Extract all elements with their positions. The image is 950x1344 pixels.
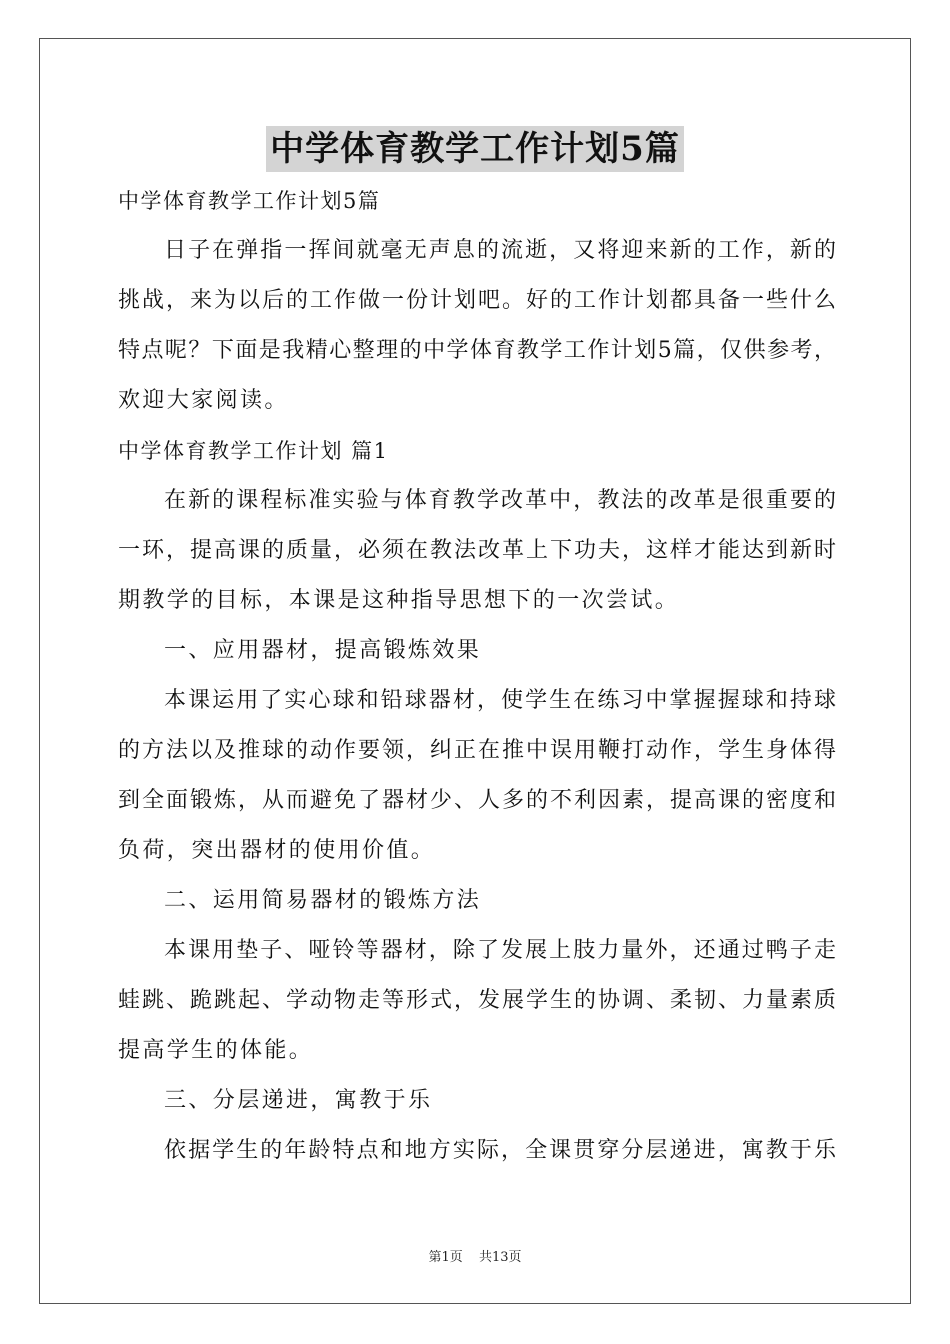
text-line: 一环，提高课的质量，必须在教法改革上下功夫，这样才能达到新时	[118, 538, 836, 563]
document-title: 中学体育教学工作计划5篇	[266, 126, 684, 172]
text-line: 负荷，突出器材的使用价值。	[118, 838, 436, 863]
section-heading: 中学体育教学工作计划 篇1	[118, 439, 389, 463]
text-line: 到全面锻炼，从而避免了器材少、人多的不利因素，提高课的密度和	[118, 788, 836, 813]
title-wrap	[0, 126, 950, 172]
text-line: 本课运用了实心球和铅球器材，使学生在练习中掌握握球和持球	[164, 688, 836, 713]
text-line: 日子在弹指一挥间就毫无声息的流逝，又将迎来新的工作，新的	[164, 238, 836, 263]
document-body	[118, 176, 836, 1176]
text-line: 特点呢？下面是我精心整理的中学体育教学工作计划5篇，仅供参考，	[118, 338, 836, 363]
text-line: 依据学生的年龄特点和地方实际，全课贯穿分层递进，寓教于乐	[164, 1138, 836, 1163]
text-line: 在新的课程标准实验与体育教学改革中，教法的改革是很重要的	[164, 488, 836, 513]
page-total: 共13页	[478, 1250, 522, 1265]
text-line: 提高学生的体能。	[118, 1038, 314, 1063]
text-line: 期教学的目标，本课是这种指导思想下的一次尝试。	[118, 588, 680, 613]
text-line: 一、应用器材，提高锻炼效果	[164, 638, 482, 663]
text-line: 蛙跳、跪跳起、学动物走等形式，发展学生的协调、柔韧、力量素质	[118, 988, 836, 1013]
text-line: 二、运用简易器材的锻炼方法	[164, 888, 482, 913]
page-number: 第1页	[428, 1250, 463, 1265]
page-footer	[0, 1246, 950, 1265]
text-line: 的方法以及推球的动作要领，纠正在推中误用鞭打动作，学生身体得	[118, 738, 836, 763]
text-line: 本课用垫子、哑铃等器材，除了发展上肢力量外，还通过鸭子走	[164, 938, 836, 963]
text-line: 欢迎大家阅读。	[118, 388, 289, 413]
document-subtitle: 中学体育教学工作计划5篇	[118, 189, 381, 213]
text-line: 挑战，来为以后的工作做一份计划吧。好的工作计划都具备一些什么	[118, 288, 836, 313]
text-line: 三、分层递进，寓教于乐	[164, 1088, 433, 1113]
